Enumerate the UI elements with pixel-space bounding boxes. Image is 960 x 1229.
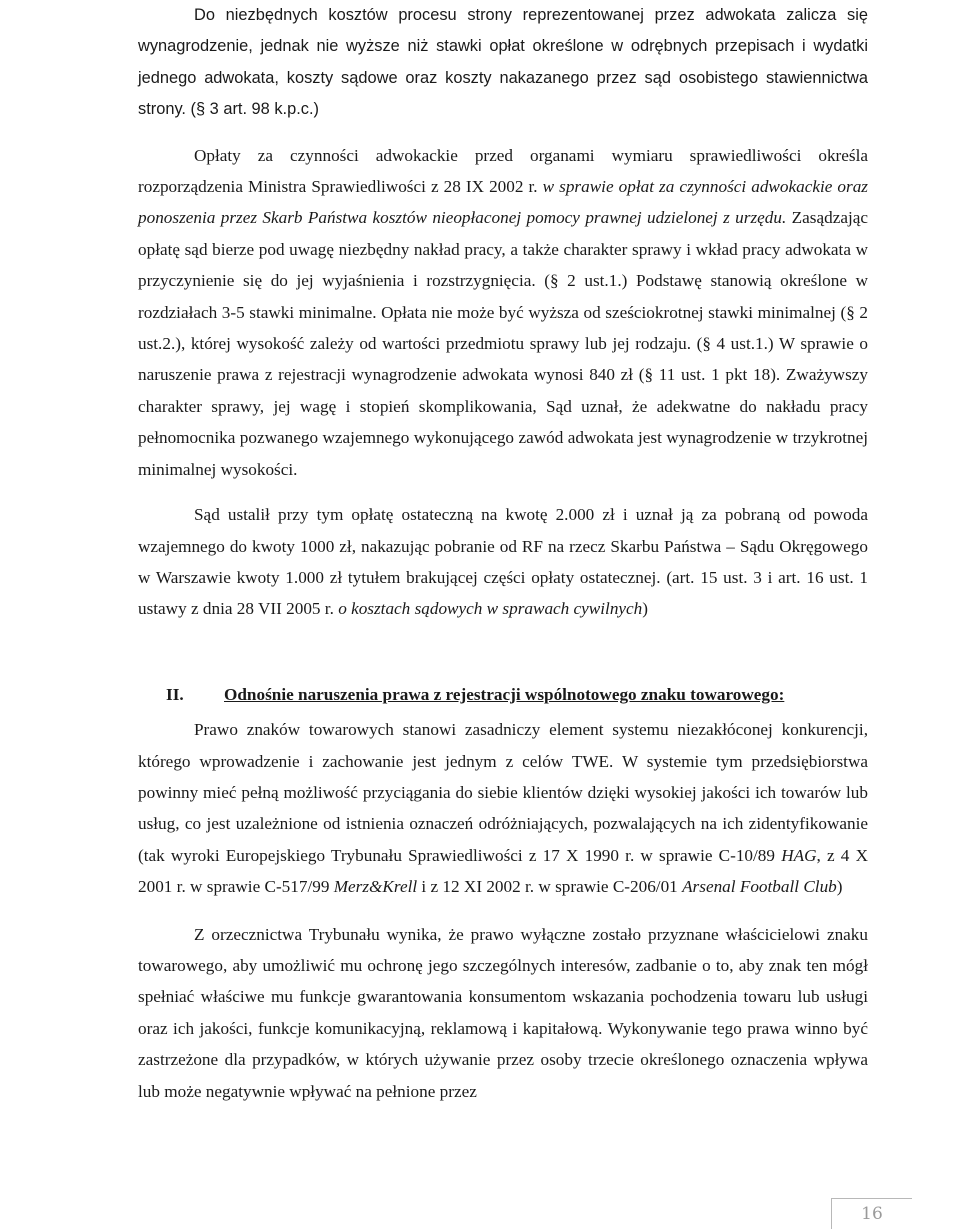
paragraph-trademark-law <box>138 714 868 902</box>
paragraph-costs-definition <box>138 0 868 126</box>
page-number: 16 <box>831 1198 912 1229</box>
section-title: Odnośnie naruszenia prawa z rejestracji wspólnotowego znaku towarowego: <box>224 684 785 704</box>
case-name: Merz&Krell <box>333 877 418 897</box>
paragraph-court-case-law <box>138 919 868 1107</box>
act-title: o kosztach sądowych w sprawach cywilnych <box>338 599 643 619</box>
paragraph-text: , z 4 X 2001 r. w sprawie C-517/99 <box>138 845 868 897</box>
paragraph-text: Do niezbędnych kosztów procesu strony reprezentowanej przez adwokata zalicza się wynagrodzenie, jednak nie wyższe niż stawki opłat określone w odrębnych przepisach i wydatki jednego adwokata, koszty sądowe oraz koszty nakazanego przez sąd osobistego stawiennictwa strony. (§ 3 art. 98 k.p.c.) <box>138 6 868 119</box>
paragraph-attorney-fees <box>138 140 868 485</box>
paragraph-text: Prawo znaków towarowych stanowi zasadniczy element systemu niezakłóconej konkurencji, którego wprowadzenie i zachowanie jest jednym z celów TWE. W systemie tym przedsiębiorstwa powinny mieć pełną możliwość przyciągania do siebie klientów dzięki wysokiej jakości ich towarów lub usług, co jest uzależnione od istnienia oznaczeń odróżniających, pozwalających na ich zidentyfikowanie (tak wyroki Europejskiego Trybunału Sprawiedliwości z 17 X 1990 r. w sprawie C-10/89 <box>138 720 868 865</box>
paragraph-text: Z orzecznictwa Trybunału wynika, że prawo wyłączne zostało przyznane właścicielowi znaku towarowego, aby umożliwić mu ochronę jego szczególnych interesów, zadbanie o to, aby znak ten mógł spełniać właściwe mu funkcje gwarantowania konsumentom wskazania pochodzenia towaru lub usługi oraz ich jakości, funkcje komunikacyjną, reklamową i kapitałową. Wykonywanie tego prawa winno być zastrzeżone dla przypadków, w których używanie przez osoby trzecie określonego oznaczenia wpływa lub może negatywnie wpływać na pełnione przez <box>138 924 868 1101</box>
paragraph-text: Opłaty za czynności adwokackie przed organami wymiaru sprawiedliwości określa rozporządzenia Ministra Sprawiedliwości z 28 IX 2002 r. <box>138 145 868 197</box>
paragraph-text: i z 12 XI 2002 r. w sprawie C-206/01 <box>417 877 683 897</box>
case-name: Arsenal Football Club <box>682 877 837 897</box>
section-heading <box>138 679 868 710</box>
case-name: HAG <box>781 845 817 865</box>
paragraph-text: ) <box>836 877 843 897</box>
section-number: II. <box>166 684 184 704</box>
regulation-title: w sprawie opłat za czynności adwokackie oraz ponoszenia przez Skarb Państwa kosztów nieopłaconej pomocy prawnej udzielonej z urzędu. <box>138 177 868 228</box>
paragraph-text: Zasądzając opłatę sąd bierze pod uwagę niezbędny nakład pracy, a także charakter sprawy i wkład pracy adwokata w przyczynienie się do jej wyjaśnienia i rozstrzygnięcia. (§ 2 ust.1.) Podstawę stanowią określone w rozdziałach 3-5 stawki minimalne. Opłata nie może być wyższa od sześciokrotnej stawki minimalnej (§ 2 ust.2.), której wysokość zależy od wartości przedmiotu sprawy lub jej rodzaju. (§ 4 ust.1.) W sprawie o naruszenie prawa z rejestracji wynagrodzenie adwokata wynosi 840 zł (§ 11 ust. 1 pkt 18). Zważywszy charakter sprawy, jej wagę i stopień skomplikowania, Sąd uznał, że adekwatne do nakładu pracy pełnomocnika pozwanego wzajemnego wykonującego zawód adwokata jest wynagrodzenie w trzykrotnej minimalnej wysokości. <box>138 208 868 479</box>
document-body <box>138 0 868 1107</box>
paragraph-final-fee <box>138 499 868 625</box>
paragraph-text: ) <box>642 599 649 619</box>
paragraph-text: Sąd ustalił przy tym opłatę ostateczną na kwotę 2.000 zł i uznał ją za pobraną od powoda wzajemnego do kwoty 1000 zł, nakazując pobranie od RF na rzecz Skarbu Państwa – Sądu Okręgowego w Warszawie kwoty 1.000 zł tytułem brakującej części opłaty ostatecznej. (art. 15 ust. 3 i art. 16 ust. 1 ustawy z dnia 28 VII 2005 r. <box>138 505 868 619</box>
